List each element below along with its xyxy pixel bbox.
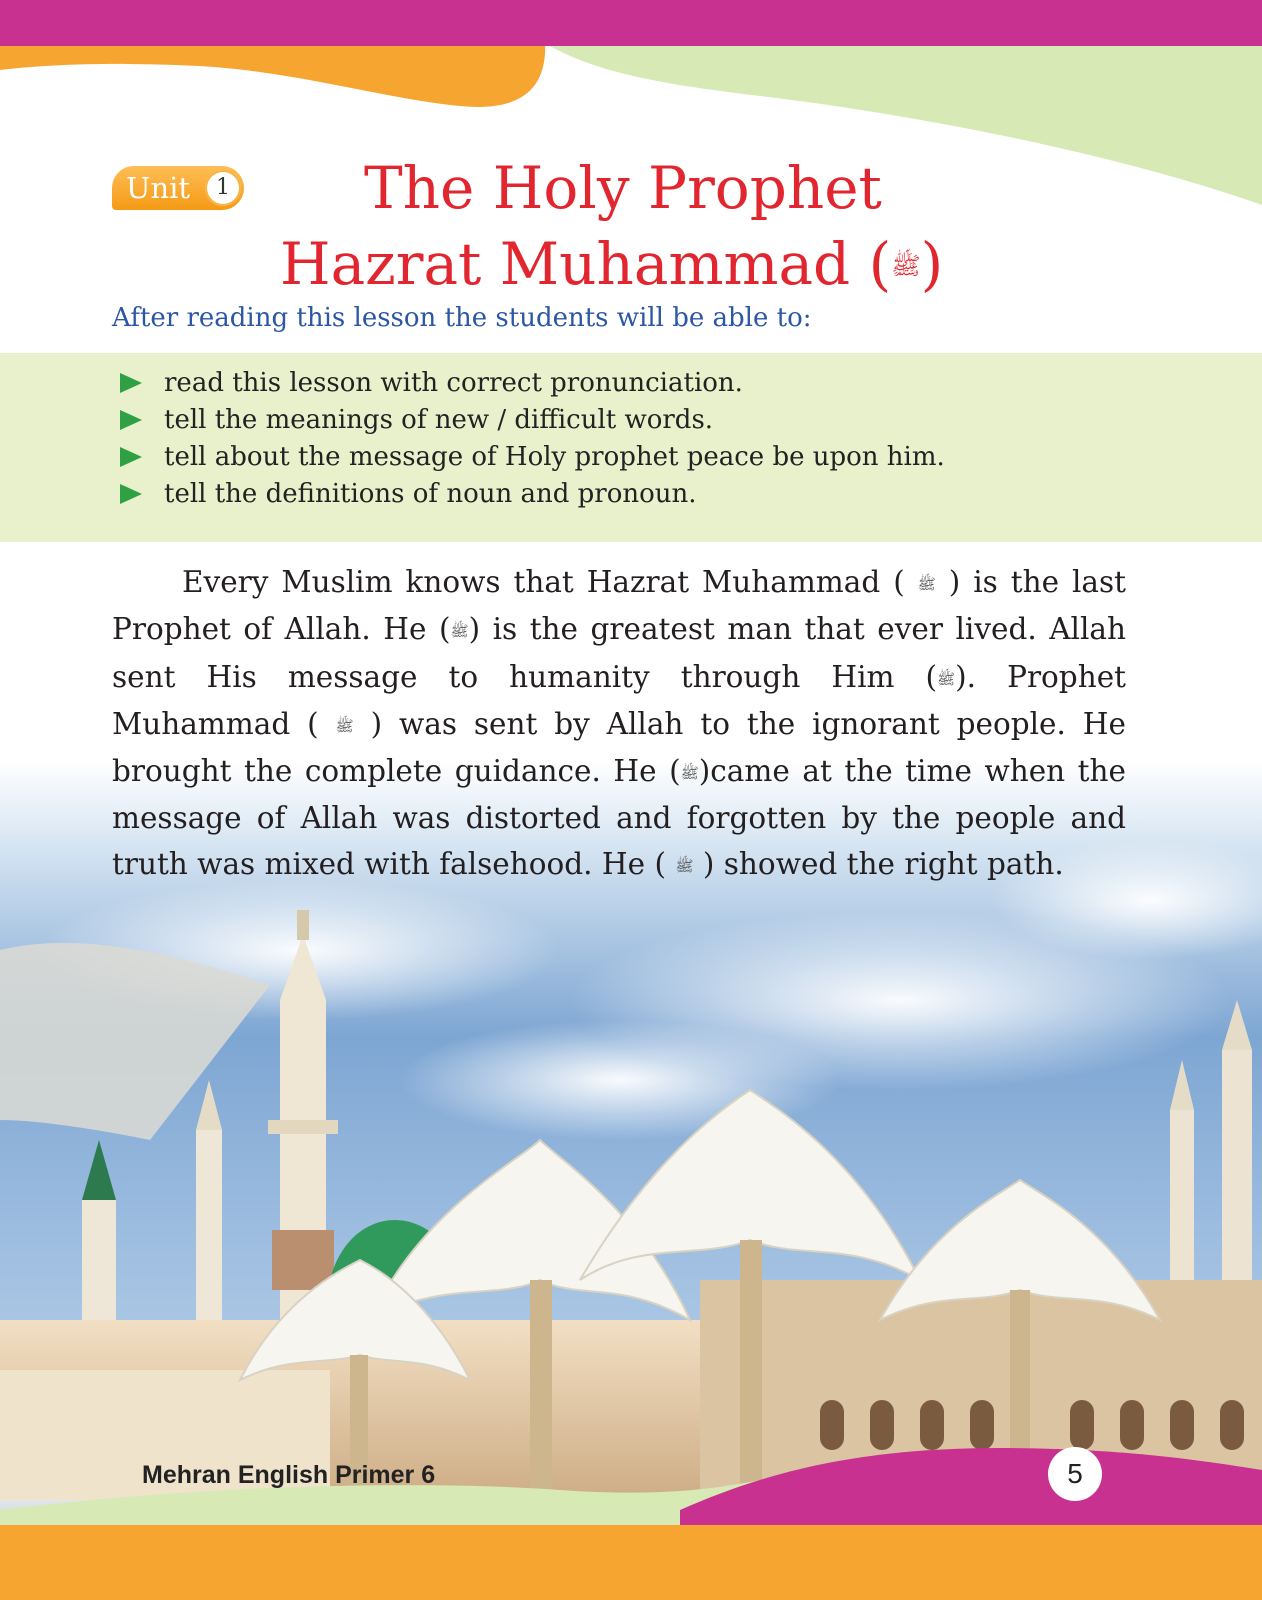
passage-text: ) was sent by Allah to the ignorant people. He brought the complete guidance. He ( [112, 706, 1126, 789]
objectives-list [120, 365, 945, 513]
objective-text: tell about the message of Holy prophet peace be upon him. [164, 442, 945, 472]
objective-text: read this lesson with correct pronunciation. [164, 368, 743, 398]
unit-number: 1 [205, 170, 241, 206]
honorific-calligraphy: ﷺ [891, 250, 921, 280]
title-name: Hazrat Muhammad ( [280, 230, 892, 298]
arrow-right-icon [120, 373, 142, 393]
footer-book-title: Mehran English Primer 6 [142, 1461, 436, 1489]
arrow-right-icon [120, 484, 142, 504]
title-close: ) [920, 230, 944, 298]
lesson-passage [112, 560, 1126, 889]
honorific-calligraphy: ﷺ [937, 669, 956, 688]
objectives-box [0, 353, 1262, 542]
honorific-calligraphy: ﷺ [450, 622, 469, 641]
passage-text: ) is the last Prophet of Allah. He ( [112, 565, 1126, 647]
arrow-right-icon [120, 447, 142, 467]
passage-text: Every Muslim knows that Hazrat Muhammad ( [182, 565, 905, 599]
arrow-right-icon [120, 410, 142, 430]
page-number: 5 [1048, 1447, 1102, 1501]
objective-item [120, 476, 945, 513]
objective-text: tell the meanings of new / difficult words. [164, 405, 714, 435]
objective-item [120, 365, 945, 402]
unit-badge [112, 166, 244, 210]
honorific-calligraphy: ﷺ [675, 856, 694, 875]
objective-item [120, 402, 945, 439]
passage-text: )came at the time when the message of Allah was distorted and forgotten by the people and truth was mixed with falsehood. He ( [112, 754, 1126, 881]
unit-label: Unit [126, 171, 191, 205]
honorific-calligraphy: ﷺ [680, 764, 699, 783]
passage-text: ) is the greatest man that ever lived. Allah sent His message to humanity through Him ( [112, 612, 1126, 694]
passage-text: ). Prophet Muhammad ( [112, 659, 1127, 741]
objective-text: tell the definitions of noun and pronoun. [164, 479, 697, 509]
honorific-calligraphy: ﷺ [917, 575, 936, 593]
page-title-line-2 [280, 232, 943, 301]
passage-text: ) showed the right path. [702, 846, 1064, 881]
page-title-line-1: The Holy Prophet [364, 154, 882, 222]
objective-item [120, 439, 945, 476]
honorific-calligraphy: ﷺ [335, 716, 354, 735]
objectives-intro: After reading this lesson the students will be able to: [112, 303, 812, 333]
